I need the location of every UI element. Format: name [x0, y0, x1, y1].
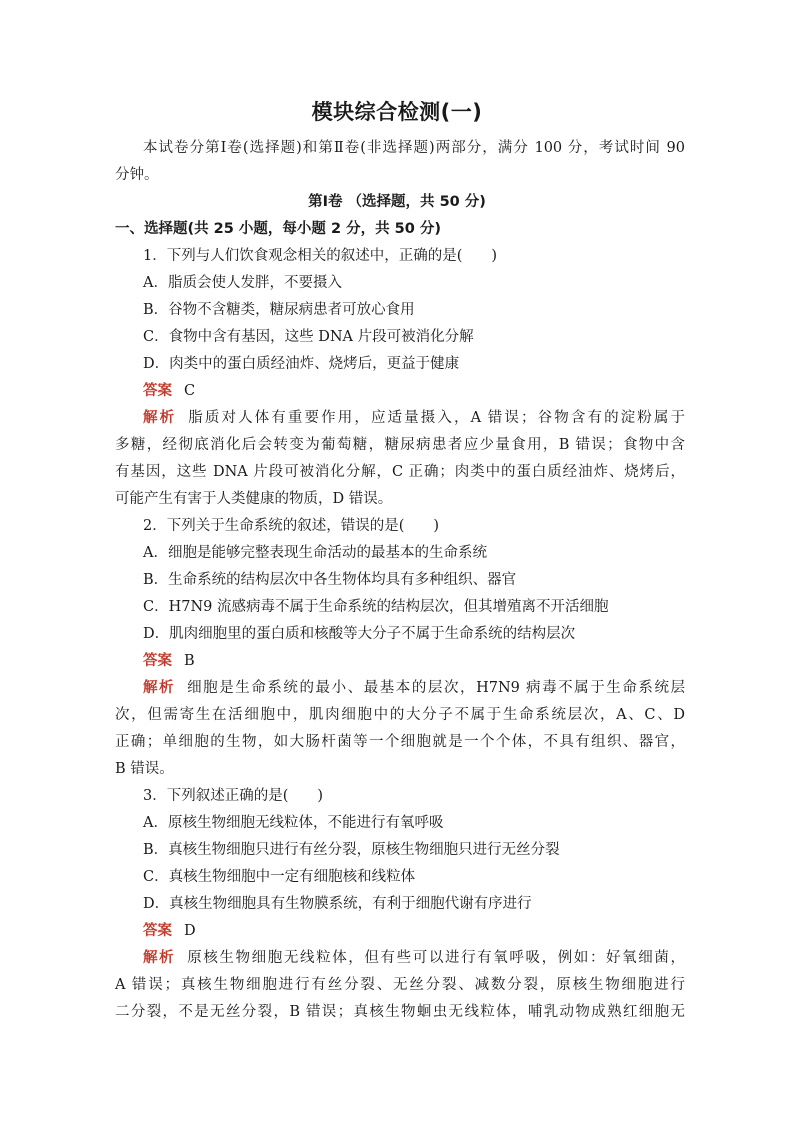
question-1-answer — [143, 381, 685, 401]
question-1-stem: 1．下列与人们饮食观念相关的叙述中，正确的是( ) — [143, 248, 498, 264]
question-1-option-c: C．食物中含有基因，这些 DNA 片段可被消化分解 — [143, 329, 474, 345]
question-2-analysis-line-4: B 错误。 — [115, 761, 174, 777]
answer-label: 答案 — [143, 653, 172, 669]
question-3-analysis-line-1: 解析 原核生物细胞无线粒体，但有些可以进行有氧呼吸，例如：好氧细菌， — [143, 950, 685, 966]
question-2-option-c: C．H7N9 流感病毒不属于生命系统的结构层次，但其增殖离不开活细胞 — [143, 599, 609, 615]
question-1-analysis-line-2: 多糖，经彻底消化后会转变为葡萄糖，糖尿病患者应少量食用，B 错误；食物中含 — [115, 437, 685, 453]
answer-value: D — [184, 923, 196, 939]
intro-line-1: 本试卷分第Ⅰ卷(选择题)和第Ⅱ卷(非选择题)两部分，满分 100 分，考试时间 90 — [143, 140, 685, 156]
question-1-option-d: D．肉类中的蛋白质经油炸、烧烤后，更益于健康 — [143, 356, 460, 372]
question-3-analysis-line-3: 二分裂，不是无丝分裂，B 错误；真核生物蛔虫无线粒体，哺乳动物成熟红细胞无 — [115, 1004, 685, 1020]
question-1-analysis-line-3: 有基因，这些 DNA 片段可被消化分解，C 正确；肉类中的蛋白质经油炸、烧烤后， — [115, 464, 685, 480]
page-title: 模块综合检测(一) — [311, 100, 483, 124]
question-2-option-a: A．细胞是能够完整表现生命活动的最基本的生命系统 — [143, 545, 487, 561]
part-header: 一、选择题(共 25 小题，每小题 2 分，共 50 分) — [115, 221, 441, 237]
answer-value: B — [184, 653, 195, 669]
question-1-option-a: A．脂质会使人发胖，不要摄入 — [143, 275, 342, 291]
question-3-analysis-line-2: A 错误；真核生物细胞进行有丝分裂、无丝分裂、减数分裂，原核生物细胞进行 — [115, 977, 685, 993]
answer-label: 答案 — [143, 383, 172, 399]
analysis-label: 解析 — [143, 950, 176, 966]
question-1-analysis-line-1: 解析 脂质对人体有重要作用，应适量摄入，A 错误；谷物含有的淀粉属于 — [143, 410, 686, 426]
section-title: 第Ⅰ卷 （选择题，共 50 分) — [308, 194, 486, 210]
question-2-option-b: B．生命系统的结构层次中各生物体均具有多种组织、器官 — [143, 572, 517, 588]
question-3-answer — [143, 921, 685, 941]
answer-value: C — [184, 383, 196, 399]
question-2-option-d: D．肌肉细胞里的蛋白质和核酸等大分子不属于生命系统的结构层次 — [143, 626, 576, 642]
analysis-label: 解析 — [143, 680, 176, 696]
question-3-option-a: A．原核生物细胞无线粒体，不能进行有氧呼吸 — [143, 815, 444, 831]
question-1-option-b: B．谷物不含糖类，糖尿病患者可放心食用 — [143, 302, 415, 318]
question-3-option-d: D．真核生物细胞具有生物膜系统，有利于细胞代谢有序进行 — [143, 896, 532, 912]
answer-label: 答案 — [143, 923, 172, 939]
question-3-option-c: C．真核生物细胞中一定有细胞核和线粒体 — [143, 869, 416, 885]
analysis-label: 解析 — [143, 410, 177, 426]
question-2-analysis-line-1: 解析 细胞是生命系统的最小、最基本的层次，H7N9 病毒不属于生命系统层 — [143, 680, 686, 696]
question-2-stem: 2．下列关于生命系统的叙述，错误的是( ) — [143, 518, 440, 534]
question-2-analysis-line-3: 正确；单细胞的生物，如大肠杆菌等一个细胞就是一个个体，不具有组织、器官， — [115, 734, 685, 750]
question-3-option-b: B．真核生物细胞只进行有丝分裂，原核生物细胞只进行无丝分裂 — [143, 842, 560, 858]
question-2-analysis-line-2: 次，但需寄生在活细胞中，肌肉细胞中的大分子不属于生命系统层次，A、C、D — [115, 707, 685, 723]
intro-line-2: 分钟。 — [115, 167, 159, 183]
question-2-answer — [143, 651, 685, 671]
question-1-analysis-line-4: 可能产生有害于人类健康的物质，D 错误。 — [115, 491, 393, 507]
question-3-stem: 3．下列叙述正确的是( ) — [143, 788, 324, 804]
